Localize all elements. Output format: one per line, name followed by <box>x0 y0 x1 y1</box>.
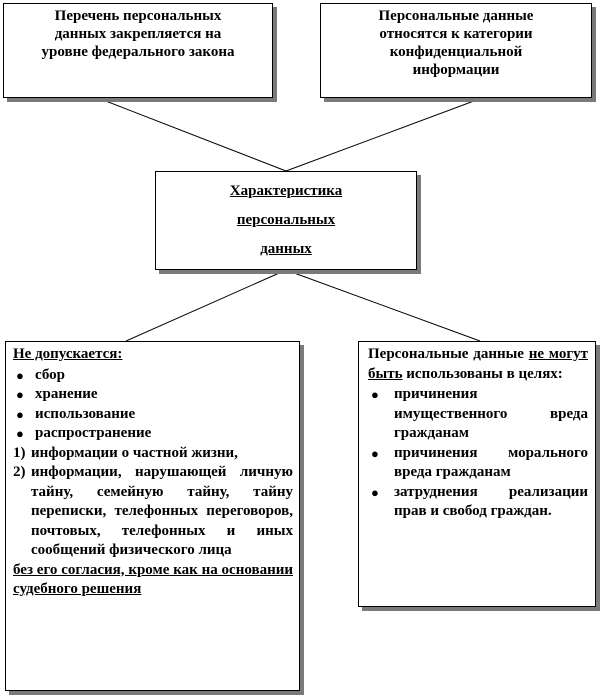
list-item-text: причинения имущественного вреда гражданам <box>394 386 588 441</box>
center-title-line-3: данных <box>260 241 312 257</box>
list-item-text: распространение <box>35 425 152 441</box>
prohibited-actions-list <box>13 366 293 444</box>
list-item-text: информации о частной жизни, <box>31 444 238 461</box>
confidential-line-2: относятся к категории <box>379 26 533 42</box>
bullet-icon: ● <box>16 367 24 383</box>
federal-law-line-1: Перечень персональных <box>54 8 222 24</box>
bullet-icon: ● <box>16 406 24 422</box>
list-item <box>368 444 588 483</box>
federal-law-line-2: данных закрепляется на <box>54 26 222 42</box>
heading-start: Персональные данные <box>368 346 524 362</box>
bullet-icon: ● <box>371 484 379 500</box>
bullet-icon: ● <box>16 387 24 402</box>
list-item <box>13 424 293 444</box>
purposes-list <box>368 385 588 522</box>
list-item <box>13 463 293 561</box>
bullet-icon: ● <box>371 387 379 402</box>
prohibited-heading: Не допускается: <box>13 346 123 362</box>
list-item-text: хранение <box>35 386 98 402</box>
heading-end: использованы в целях: <box>406 365 563 382</box>
connector-top-right <box>286 98 482 171</box>
list-item <box>368 385 588 444</box>
list-item-text: причинения морального вреда гражданам <box>394 444 588 480</box>
usage-restrictions-heading <box>368 345 588 384</box>
list-item-text: затруднения реализации прав и свобод граждан. <box>394 483 588 519</box>
item-number: 2) <box>13 464 26 480</box>
bullet-icon: ● <box>371 445 379 461</box>
confidential-line-3: конфиденциальной <box>389 44 523 60</box>
center-title-box <box>155 171 417 270</box>
center-title-line-1: Характеристика <box>229 183 343 199</box>
list-item-text: использование <box>35 405 136 422</box>
prohibited-box <box>5 341 300 691</box>
list-item <box>13 366 293 386</box>
bullet-icon: ● <box>16 426 24 441</box>
center-title-line-2: персональных <box>236 212 336 228</box>
confidential-line-1: Персональные данные <box>378 8 534 24</box>
connector-bottom-right <box>286 270 480 341</box>
confidential-line-4: информации <box>412 62 500 78</box>
list-item <box>368 483 588 522</box>
connector-top-left <box>98 98 286 171</box>
item-number: 1) <box>13 444 26 461</box>
confidential-box <box>320 3 592 98</box>
usage-restrictions-box <box>358 341 596 607</box>
list-item <box>13 385 293 405</box>
federal-law-box <box>3 3 273 98</box>
list-item-text: информации, нарушающей личную тайну, семейную тайну, тайну переписки, телефонных переговоров, почтовых, телефонных и иных сообщений физического лица <box>31 464 293 558</box>
information-types-list <box>13 444 293 561</box>
heading-emphasis: не могут быть <box>368 346 588 382</box>
consent-clause: без его согласия, кроме как на основании судебного решения <box>13 561 293 597</box>
list-item <box>13 405 293 425</box>
federal-law-line-3: уровне федерального закона <box>41 44 235 60</box>
list-item <box>13 444 293 464</box>
connector-bottom-left <box>126 270 286 341</box>
list-item-text: сбор <box>35 366 65 383</box>
